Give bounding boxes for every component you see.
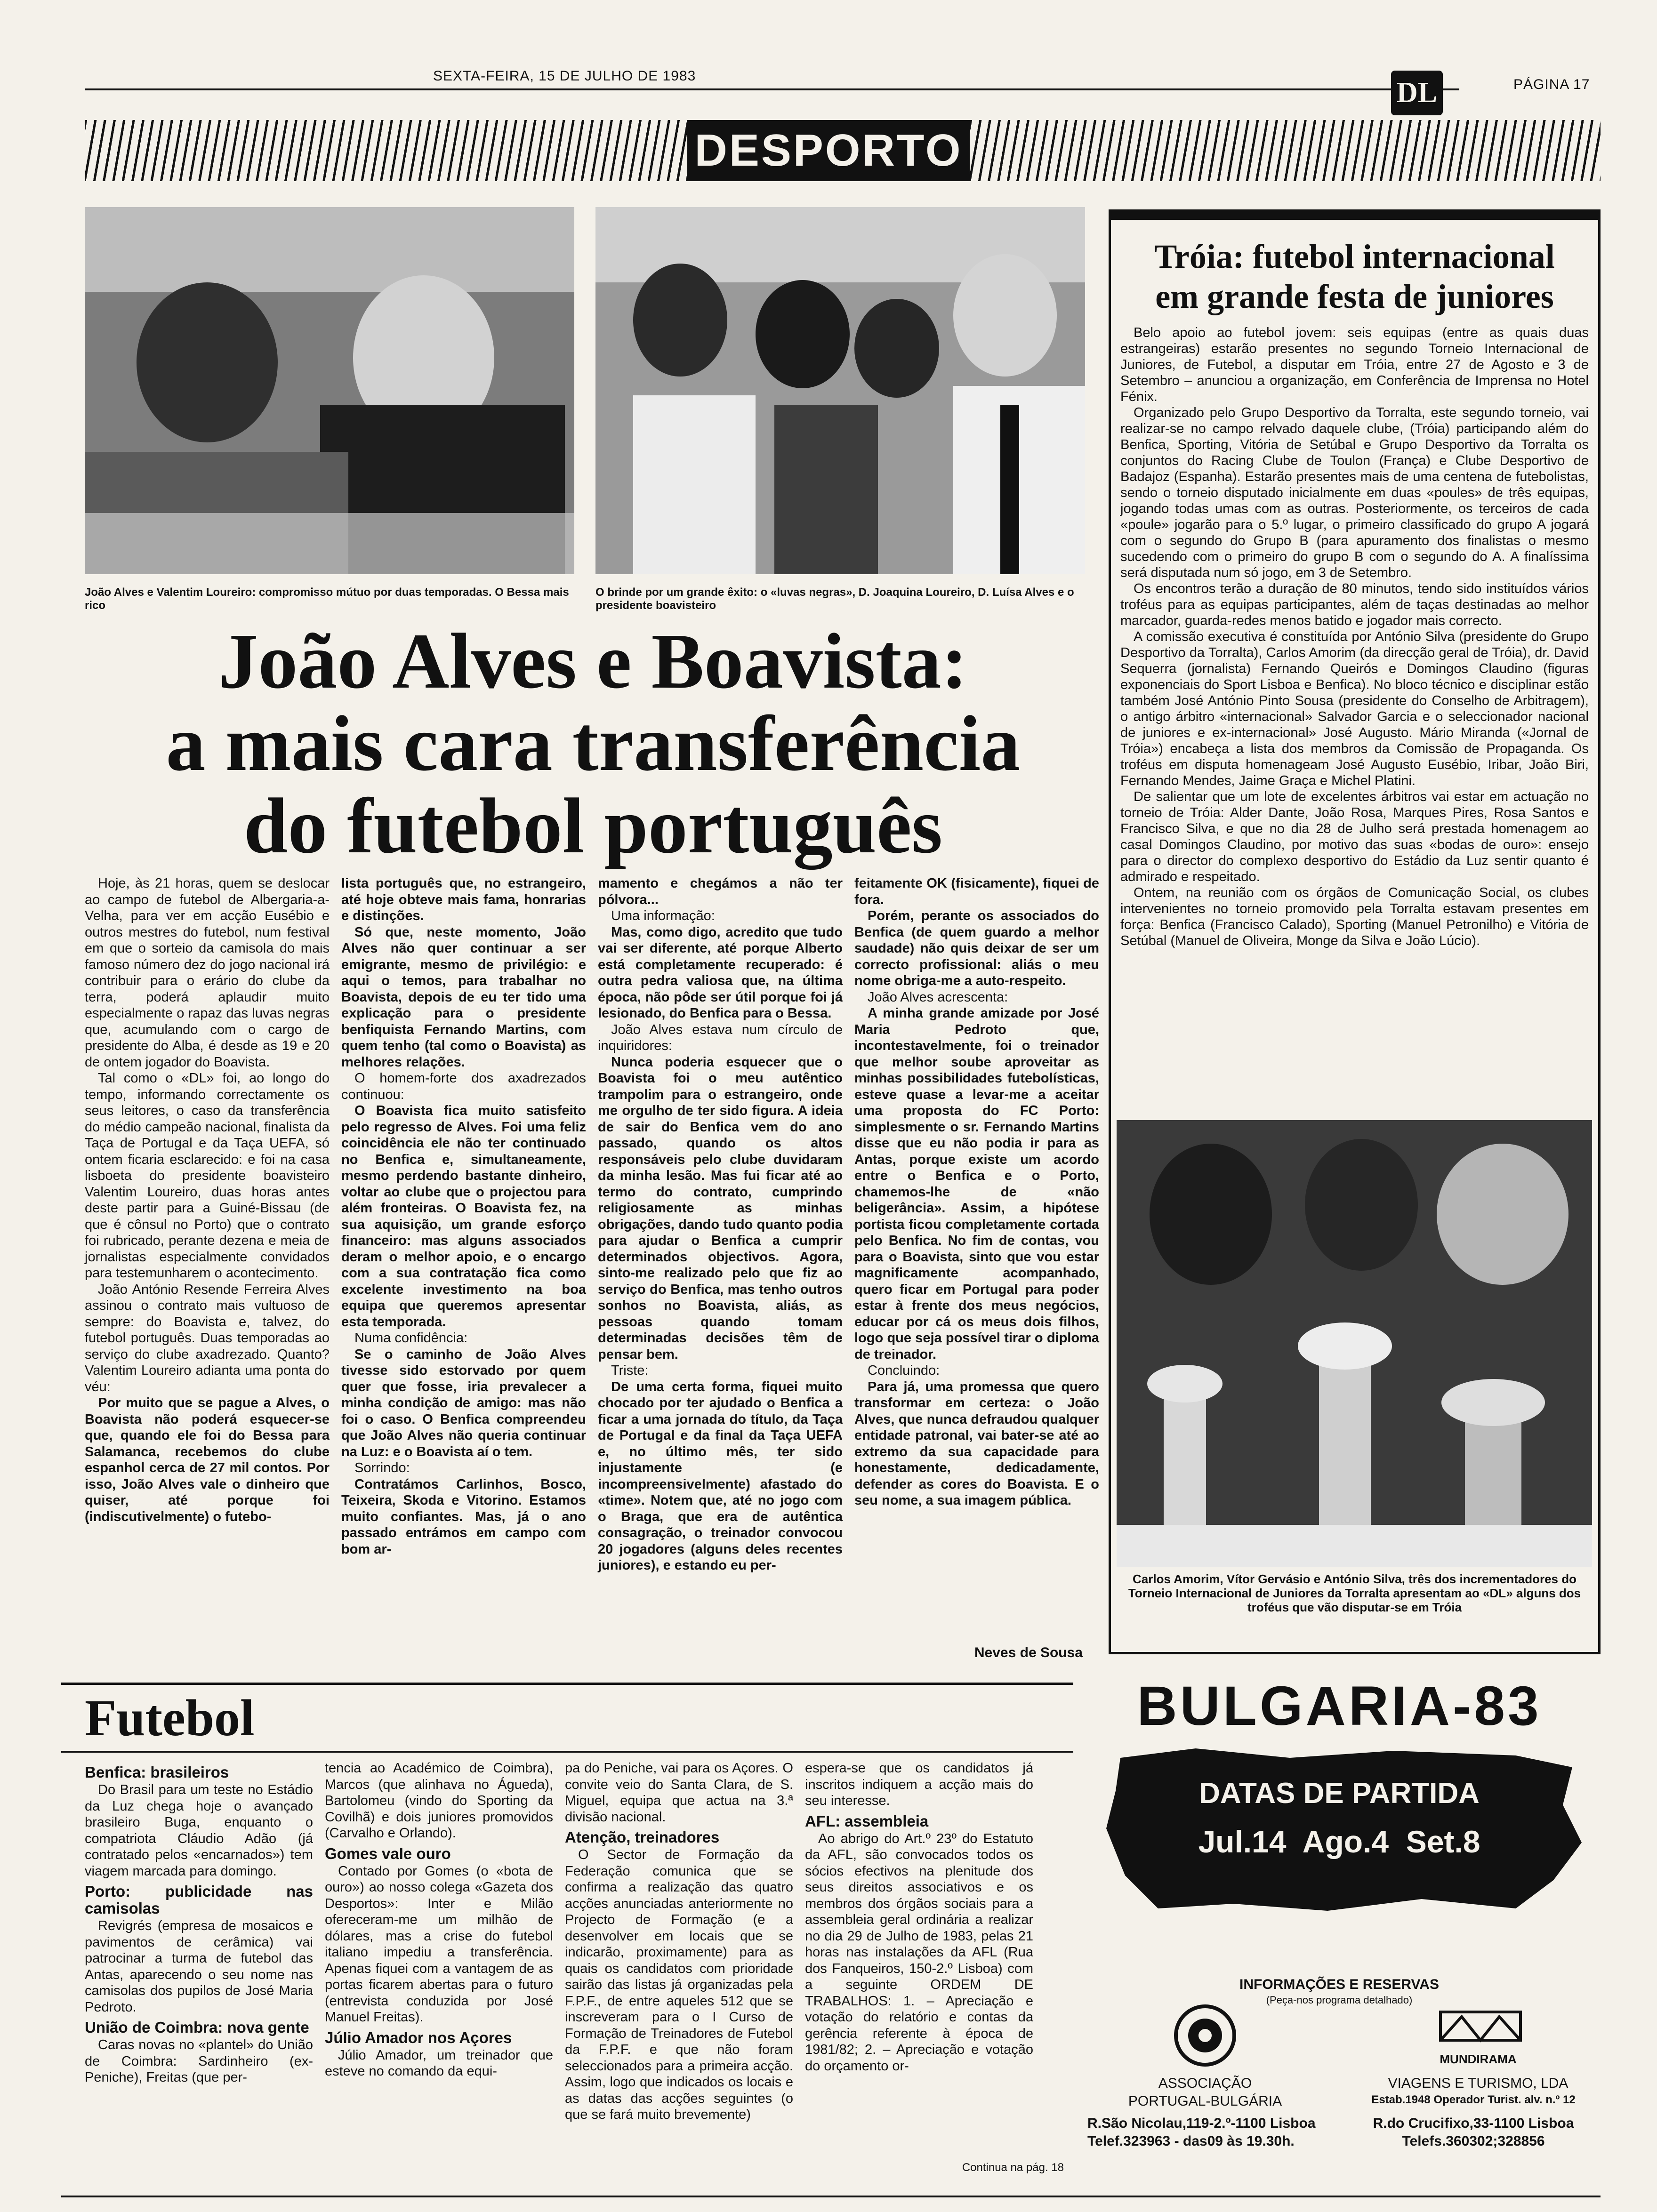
- ad-right-phone: Telefs.360302;328856: [1402, 2133, 1545, 2149]
- futebol-column-4: [805, 1760, 1033, 2074]
- futebol-title-underline: [61, 1751, 1073, 1753]
- paragraph: Numa confidência:: [354, 1330, 468, 1346]
- article-column-4: [854, 875, 1099, 1509]
- mundirama-logo-icon: [1436, 2007, 1525, 2054]
- photo-trophies-caption: Carlos Amorim, Vítor Gervásio e António Silva, três dos incrementadores do Torneio Internacional de Juniores da Torralta apresentam ao «DL» alguns dos troféus que vão disputar-se em Tróia: [1128, 1572, 1581, 1614]
- news-heading: Benfica: brasileiros: [85, 1763, 229, 1781]
- ad-tagline: DATAS DE PARTIDA: [1199, 1777, 1480, 1810]
- futebol-column-1: [85, 1760, 313, 2086]
- quote-paragraph: lista português que, no estrangeiro, até hoje obteve mais fama, honrarias e distinções.: [341, 876, 586, 923]
- quote-paragraph: Para já, uma promessa que quero transformar em certeza: o João Alves, que nunca defraudou qualquer entidade patronal, vai bater-se até ao extremo da sua capacidade para honestamente, dedicadamente, defender as cores do Boavista. E o seu nome, a sua imagem pública.: [854, 1379, 1099, 1508]
- quote-paragraph: A minha grande amizade por José Maria Pedroto que, incontestavelmente, foi o treinador que melhor soube aproveitar as minhas possibilidades futebolísticas, esteve quase a levar-me a aceitar uma proposta do FC Porto: simplesmente o sr. Fernando Martins disse que eu não podia ir para as Antas, porque existe um acordo entre o Benfica e o Porto, chamemos-lhe de «não beligerância». Assim, a hipótese portista ficou completamente cortada pelo Benfica. No fim de contas, vou para o Boavista, sinto que vou estar magnificamente acompanhado, quero ficar em Portugal para poder estar à frente dos meus negócios, educar por cá os meus dois filhos, logo que seja possível tirar o diploma de treinador.: [854, 1006, 1099, 1362]
- ad-right-established: Estab.1948 Operador Turist. alv. n.º 12: [1371, 2093, 1576, 2106]
- photo-signing-caption: João Alves e Valentim Loureiro: compromisso mútuo por duas temporadas. O Bessa mais rico: [85, 586, 569, 612]
- paragraph: Tal como o «DL» foi, ao longo do tempo, informando correctamente os seus leitores, o caso da transferência do médio campeão nacional, finalista da Taça de Portugal e da Taça UEFA, só ontem ficaria esclarecido: e foi na casa lisboeta do presidente boavisteiro Valentim Loureiro, duas horas antes deste partir para a Guiné-Bissau (de que é cônsul no Porto) que o contrato foi rubricado, perante dezena e meia de jornalistas especialmente convidados para testemunharem o acontecimento.: [85, 1071, 330, 1281]
- main-headline-line1: João Alves e Boavista:: [218, 617, 968, 705]
- ad-info: INFORMAÇÕES E RESERVAS: [1239, 1977, 1439, 1992]
- ad-right-org: VIAGENS E TURISMO, LDA: [1388, 2076, 1569, 2091]
- quote-paragraph: O Boavista fica muito satisfeito pelo regresso de Alves. Foi uma feliz coincidência ele não ter continuado no Benfica e, simultaneamente, mesmo perdendo bastante dinheiro, voltar ao clube que o projectou para além fronteiras. O Boavista fez, na sua aquisição, um grande esforço financeiro: mas alguns associados deram o melhor apoio, e o encargo com a sua contratação fica como excelente investimento na boa equipa que queremos apresentar esta temporada.: [341, 1103, 586, 1330]
- section-banner-stripes-left: [85, 120, 687, 181]
- main-headline-line2: a mais cara transferência: [166, 700, 1021, 787]
- quote-paragraph: Nunca poderia esquecer que o Boavista foi o meu autêntico trampolim para o estrangeiro, onde me orgulho de ter sido figura. A ideia de sair do Benfica vem do ano passado, quando os altos responsáveis pelo clube duvidaram da minha lesão. Mas fui ficar até ao termo do contrato, cumprindo religiosamente as minhas obrigações, dando tudo quanto podia para ajudar o Benfica a cumprir determinados objectivos. Agora, sinto-me realizado pelo que fiz ao serviço do Benfica, mas tenho outros sonhos no Boavista, aliás, as pessoas quando tomam determinadas decisões têm de pensar bem.: [598, 1054, 843, 1362]
- paragraph: Júlio Amador, um treinador que esteve no comando da equi-: [325, 2047, 553, 2079]
- quote-paragraph: De uma certa forma, fiquei muito chocado por ter ajudado o Benfica a ficar a uma jornada do título, da Taça de Portugal e da final da Taça UEFA e, no último mês, ter sido injustamente (e incompreensivelmente) afastado do «time». Notem que, até no jogo com o Braga, que era de autêntica consagração, o treinador convocou 20 jogadores (alguns deles recentes juniores), e estando eu per-: [598, 1379, 843, 1573]
- main-headline-line3: do futebol português: [243, 782, 943, 870]
- article-column-3: [598, 875, 843, 1574]
- ad-left-org-1: ASSOCIAÇÃO: [1158, 2076, 1252, 2091]
- news-heading: Atenção, treinadores: [565, 1828, 720, 1846]
- quote-paragraph: Mas, como digo, acredito que tudo vai ser diferente, até porque Alberto está completamente recuperado: é outra pedra valiosa que, na última época, não pôde ser útil porque foi já lesionado, do Benfica para o Bessa.: [598, 924, 843, 1021]
- paragraph: De salientar que um lote de excelentes árbitros vai estar em actuação no torneio de Tróia: Alder Dante, João Rosa, Marques Pires, Rosa Santos e Francisco Silva, e que no dia 28 de Julho será prestada homenagem ao casal Domingos Claudino, por motivo das suas «bodas de ouro»: ensejo para o director do complexo desportivo do Estádio da Luz sentir quanto é admirado e respeitado.: [1120, 789, 1589, 884]
- ad-left-address: R.São Nicolau,119-2.º-1100 Lisboa: [1087, 2116, 1316, 2131]
- article-column-2: [341, 875, 586, 1557]
- association-emblem-icon: [1172, 2003, 1238, 2068]
- ad-info-sub: (Peça-nos programa detalhado): [1266, 1994, 1413, 2006]
- photo-signing: [85, 207, 574, 574]
- section-banner-stripes-right: [970, 120, 1601, 181]
- paragraph: Caras novas no «plantel» do União de Coimbra: Sardinheiro (ex-Peniche), Freitas (que per-: [85, 2037, 313, 2085]
- paragraph: tencia ao Académico de Coimbra), Marcos (que alinhava no Águeda), Bartolomeu (vindo do Sporting da Covilhã) e dois juniores promovidos (Carvalho e Orlando).: [325, 1761, 553, 1841]
- header-rule: [85, 88, 1459, 90]
- quote-paragraph: Por muito que se pague a Alves, o Boavista não poderá esquecer-se que, quando ele foi do Bessa para Salamanca, recebemos do clube espanhol cerca de 27 mil contos. Por isso, João Alves vale o dinheiro que quiser, até porque foi (indiscutivelmente) o futebo-: [85, 1395, 330, 1524]
- continued-note: Continua na pág. 18: [962, 2161, 1064, 2174]
- futebol-rule: [61, 1683, 1073, 1685]
- paragraph: O Sector de Formação da Federação comunica que se confirma a realização das quatro acções anunciadas anteriormente no Projecto de Formação (e a desenvolver em locais que se indicarão, proximamente) para as quais os candidatos com prioridade sairão das listas já organizadas pela F.P.F., de entre aqueles 512 que se inscreveram para o I Curso de Formação de Treinadores de Futebol da F.P.F. e que não foram seleccionados para a primeira acção. Assim, logo que indicados os locais e as datas das acções seguintes (o que se fará muito brevemente): [565, 1847, 793, 2122]
- ad-right-brand: MUNDIRAMA: [1440, 2052, 1517, 2066]
- troia-title-line1: Tróia: futebol internacional: [1154, 238, 1555, 275]
- section-title: DESPORTO: [694, 125, 963, 176]
- paragraph: Triste:: [611, 1363, 649, 1378]
- paragraph: Concluindo:: [868, 1363, 940, 1378]
- paragraph: O homem-forte dos axadrezados continuou:: [341, 1071, 586, 1102]
- futebol-column-2: [325, 1760, 553, 2080]
- newspaper-logo: DL: [1391, 71, 1443, 115]
- photo-toast: [595, 207, 1085, 574]
- paragraph: Ontem, na reunião com os órgãos de Comunicação Social, os clubes intervenientes no torneio promovido pela Torralta estavam presentes em força: Benfica (Francisco Calado), Sporting (Manuel Petronilho) e Vitória de Setúbal (Manuel de Oliveira, Monge da Silva e João Lúcio).: [1120, 885, 1589, 948]
- paragraph: Os encontros terão a duração de 80 minutos, tendo sido instituídos vários troféus para as equipas participantes, além de taças destinadas ao melhor marcador, guarda-redes menos batido e jogador mais correcto.: [1120, 581, 1589, 628]
- paragraph: Revigrés (empresa de mosaicos e pavimentos de cerâmica) vai patrocinar a turma de futebol das Antas, aparecendo o seu nome nas camisolas dos pupilos de José Maria Pedroto.: [85, 1918, 313, 2015]
- paragraph: Ao abrigo do Art.º 23º do Estatuto da AFL, são convocados todos os sócios efectivos na plenitude dos seus direitos associativos e os membros dos órgãos sociais para a assembleia geral ordinária a realizar no dia 29 de Julho de 1983, pelas 21 horas nas instalações da AFL (Rua dos Fanqueiros, 150-2.º Lisboa) com a seguinte ORDEM DE TRABALHOS: 1. – Apreciação e votação do relatório e contas da gerência referente à época de 1981/82; 2. – Apreciação e votação do orçamento or-: [805, 1831, 1033, 2074]
- ad-dates: Jul.14 Ago.4 Set.8: [1198, 1824, 1480, 1859]
- paragraph: espera-se que os candidatos já inscritos indiquem a acção mais do seu interesse.: [805, 1761, 1033, 1808]
- futebol-title: Futebol: [85, 1689, 255, 1747]
- article-column-1: [85, 875, 330, 1525]
- quote-paragraph: Se o caminho de João Alves tivesse sido estorvado por quem quer que fosse, iria prevalecer a minha condição de amigo: mas não foi o caso. O Benfica compreendeu que João Alves não queria continuar na Luz: e o Boavista aí o tem.: [341, 1346, 586, 1459]
- troia-body: [1120, 325, 1589, 949]
- quote-paragraph: feitamente OK (fisicamente), fiquei de fora.: [854, 876, 1099, 907]
- paragraph: João António Resende Ferreira Alves assinou o contrato mais vultuoso de sempre: do Boavista e, talvez, do futebol português. Duas temporadas ao serviço do clube axadrezado. Quanto? Valentim Loureiro adianta uma ponta do véu:: [85, 1282, 330, 1395]
- news-heading: União de Coimbra: nova gente: [85, 2019, 309, 2036]
- paragraph: pa do Peniche, vai para os Açores. O convite veio do Santa Clara, de S. Miguel, equipa que actua na 3.ª divisão nacional.: [565, 1761, 793, 1825]
- ad-left-phone: Telef.323963 - das09 às 19.30h.: [1087, 2133, 1295, 2149]
- ad-bulgaria: [1078, 1673, 1601, 2193]
- paragraph: Belo apoio ao futebol jovem: seis equipas (entre as quais duas estrangeiras) estarão presentes no segundo Torneio Internacional de Juniores, de Futebol, a disputar em Tróia, entre 27 de Agosto e 3 de Setembro – anunciou a organização, em Conferência de Imprensa no Hotel Fénix.: [1120, 325, 1589, 404]
- quote-paragraph: Só que, neste momento, João Alves não quer continuar a ser emigrante, mesmo de privilégio: e aqui o temos, para trabalhar no Boavista, depois de eu ter tido uma explicação para o presidente benfiquista Fernando Martins, com quem tenho (tal como o Boavista) as melhores relações.: [341, 924, 586, 1070]
- news-heading: Gomes vale ouro: [325, 1844, 451, 1862]
- news-heading: Júlio Amador nos Açores: [325, 2028, 512, 2046]
- paragraph: Organizado pelo Grupo Desportivo da Torralta, este segundo torneio, vai realizar-se no campo relvado daquele clube, (Tróia) participando além do Benfica, Sporting, Vitória de Setúbal e Grupo Desportivo da Torralta os conjuntos do Racing Clube de Toulon (França) e Clube Desportivo de Badajoz (Espanha). Estarão presentes mais de uma centena de futebolistas, sendo o torneio disputado inicialmente em duas «poules» de três equipas, jogando todas umas com as outras. Posteriormente, os terceiros de cada «poule» jogarão para o 5.º lugar, o primeiro classificado do grupo A jogará com o segundo do Grupo B (para apuramento dos finalistas o mesmo sucedendo com o primeiro do grupo B com o segundo do A. A finalíssima será disputada num só jogo, em 3 de Setembro.: [1120, 405, 1589, 580]
- paragraph: Uma informação:: [611, 908, 715, 923]
- page-date: SEXTA-FEIRA, 15 DE JULHO DE 1983: [433, 68, 696, 84]
- photo-toast-caption: O brinde por um grande êxito: o «luvas negras», D. Joaquina Loureiro, D. Luísa Alves e o presidente boavisteiro: [595, 586, 1074, 612]
- news-heading: Porto: publicidade nas camisolas: [85, 1883, 313, 1917]
- paragraph: Hoje, às 21 horas, quem se deslocar ao campo de futebol de Albergaria-a-Velha, para ver em acção Eusébio e outros mestres do futebol, num festival em que o sorteio da camisola do mais famoso número dez do jogo nacional irá contribuir para o erário do clube da terra, poderá aplaudir muito especialmente o rapaz das luvas negras que, acumulando com o cargo de presidente do Alba, é desde as 19 e 20 de ontem jogador do Boavista.: [85, 876, 330, 1070]
- quote-paragraph: Porém, perante os associados do Benfica (de quem guardo a melhor saudade) não quis deixar de ser um correcto profissional: aliás o meu nome obriga-me a auto-respeito.: [854, 908, 1099, 988]
- page-bottom-rule: [61, 2196, 1601, 2197]
- paragraph: João Alves estava num círculo de inquiridores:: [598, 1022, 843, 1053]
- paragraph: Do Brasil para um teste no Estádio da Luz chega hoje o avançado brasileiro Buga, enquanto o compatriota Cláudio Adão (já contratado pelos «encarnados») tem viagem marcada para domingo.: [85, 1782, 313, 1879]
- paragraph: A comissão executiva é constituída por António Silva (presidente do Grupo Desportivo da Torralta), Carlos Amorim (da direcção geral de Tróia), dr. David Sequerra (jornalista) Fernando Queirós e Domingos Claudino (figuras exponenciais do Sport Lisboa e Benfica). No bloco técnico e disciplinar estão também José António Pinto Sousa (presidente do Conselho de Arbitragem), o antigo árbitro «internacional» Salvador Garcia e o seleccionador nacional de juniores e ex-internacional» José Augusto. Mário Miranda («Jornal de Tróia») encabeça a lista dos membros da Comissão de Propaganda. Os troféus em disputa homenageam José Augusto Eusébio, Iribar, João Biri, Fernando Mendes, Jaime Graça e Michel Platini.: [1120, 629, 1589, 788]
- quote-paragraph: Contratámos Carlinhos, Bosco, Teixeira, Skoda e Vitorino. Estamos muito confiantes. Mas, já o ano passado entrámos em campo com bom ar-: [341, 1476, 586, 1557]
- ad-right-address: R.do Crucifixo,33-1100 Lisboa: [1373, 2116, 1574, 2131]
- troia-title-line2: em grande festa de juniores: [1155, 278, 1554, 315]
- paragraph: Sorrindo:: [354, 1460, 410, 1475]
- page-number: PÁGINA 17: [1513, 77, 1590, 92]
- ad-brand: BULGARIA-83: [1137, 1675, 1542, 1737]
- quote-paragraph: mamento e chegámos a não ter pólvora...: [598, 876, 843, 907]
- paragraph: João Alves acrescenta:: [868, 989, 1008, 1005]
- futebol-column-3: [565, 1760, 793, 2123]
- photo-trophies: [1117, 1120, 1592, 1567]
- paragraph: Contado por Gomes (o «bota de ouro») ao nosso colega «Gazeta dos Desportos»: Inter e Milão ofereceram-me um milhão de dólares, mas a crise do futebol italiano impediu a transferência. Apenas fiquei com a vantagem de as portas ficarem abertas para o futuro (entrevista conduzida por José Manuel Freitas).: [325, 1863, 553, 2025]
- ad-left-org-2: PORTUGAL-BULGÁRIA: [1128, 2093, 1282, 2109]
- news-heading: AFL: assembleia: [805, 1812, 929, 1830]
- article-byline: Neves de Sousa: [974, 1645, 1083, 1660]
